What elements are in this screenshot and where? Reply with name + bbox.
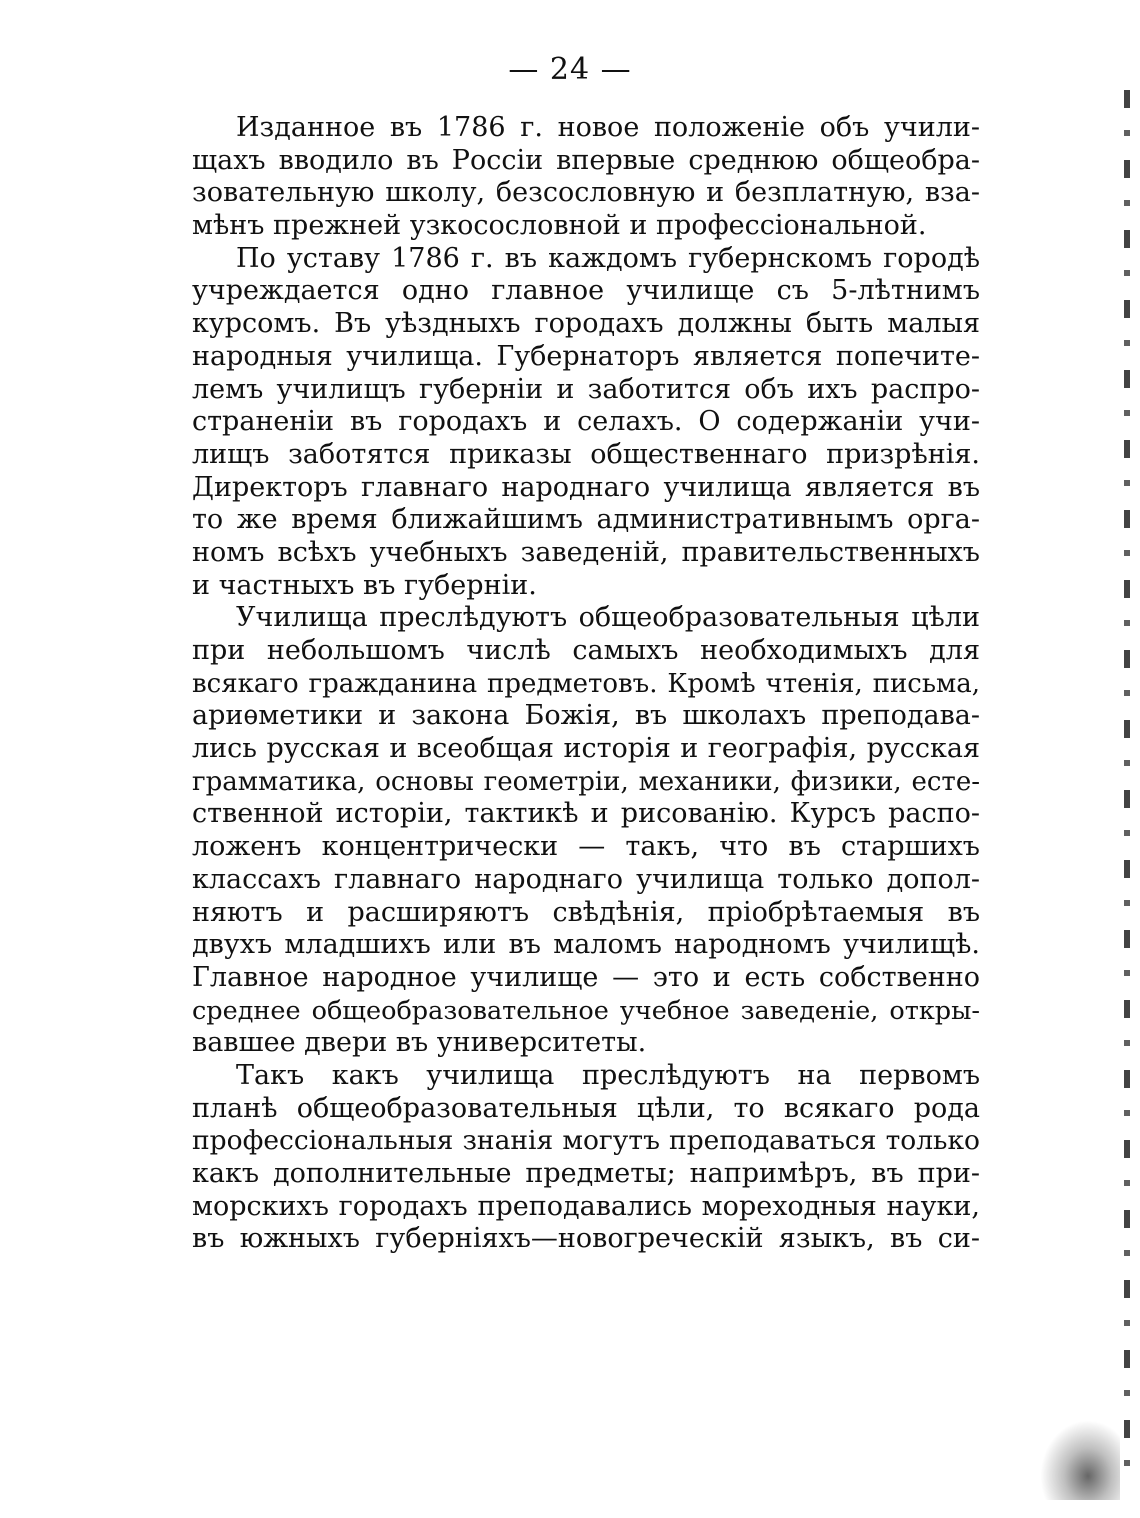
- scan-smudge-artifact: [1040, 1420, 1120, 1500]
- text-line: ственной исторіи, тактикѣ и рисованію. Курсъ распо-: [192, 798, 980, 830]
- text-line: то же время ближайшимъ административнымъ орга-: [192, 504, 980, 536]
- text-line: Такъ какъ училища преслѣдуютъ на первомъ: [236, 1059, 980, 1091]
- text-line: лемъ училищъ губерніи и заботится объ ихъ распро-: [192, 373, 980, 405]
- scan-edge-artifact: [1124, 90, 1130, 1470]
- text-line: зовательную школу, безсословную и безплатную, вза-: [192, 177, 980, 209]
- text-line: народныя училища. Губернаторъ является попечите-: [192, 340, 980, 372]
- text-line: номъ всѣхъ учебныхъ заведеній, правительственныхъ: [192, 536, 980, 568]
- text-line: при небольшомъ числѣ самыхъ необходимыхъ для: [192, 635, 980, 666]
- text-line: вавшее двери въ университеты.: [192, 1027, 647, 1059]
- text-line: Директоръ главнаго народнаго училища является въ: [192, 471, 980, 503]
- paragraph-4: [192, 1060, 980, 1256]
- text-line: По уставу 1786 г. въ каждомъ губернскомъ городѣ: [236, 242, 980, 274]
- text-line: классахъ главнаго народнаго училища только допол-: [192, 863, 980, 895]
- text-line: няютъ и расширяютъ свѣдѣнія, пріобрѣтаемыя въ: [192, 896, 980, 928]
- text-line: двухъ младшихъ или въ маломъ народномъ училищѣ.: [192, 929, 980, 961]
- text-line: лищъ заботятся приказы общественнаго призрѣнія.: [192, 438, 980, 470]
- text-line: мѣнъ прежней узкосословной и профессіональной.: [192, 210, 927, 242]
- text-line: среднее общеобразовательное учебное заведеніе, откры-: [192, 995, 980, 1026]
- text-line: страненіи въ городахъ и селахъ. О содержаніи учи-: [192, 406, 980, 438]
- paragraph-1: [192, 112, 980, 243]
- text-line: планѣ общеобразовательныя цѣли, то всякаго рода: [192, 1092, 980, 1124]
- text-line: какъ дополнительные предметы; напримѣръ, въ при-: [192, 1158, 980, 1189]
- text-line: лись русская и всеобщая исторія и географія, русская: [192, 733, 980, 765]
- paragraph-2: [192, 243, 980, 603]
- text-line: Главное народное училище — это и есть собственно: [192, 961, 980, 993]
- text-line: въ южныхъ губерніяхъ—новогреческій языкъ, въ си-: [192, 1223, 980, 1255]
- text-line: морскихъ городахъ преподавались мореходныя науки,: [192, 1190, 980, 1222]
- text-line: учреждается одно главное училище съ 5-лѣтнимъ: [192, 275, 980, 307]
- text-line: всякаго гражданина предметовъ. Кромѣ чтенія, письма,: [192, 668, 980, 699]
- page-number: — 24 —: [508, 52, 632, 87]
- text-line: ариѳметики и закона Божія, въ школахъ преподава-: [192, 700, 980, 732]
- text-line: ложенъ концентрически — такъ, что въ старшихъ: [192, 831, 980, 863]
- text-line: профессіональныя знанія могутъ преподаваться только: [192, 1125, 980, 1157]
- text-line: Изданное въ 1786 г. новое положеніе объ учили-: [236, 112, 980, 143]
- body-text: [192, 112, 980, 1256]
- paragraph-3: [192, 602, 980, 1060]
- text-line: Училища преслѣдуютъ общеобразовательныя цѣли: [236, 602, 980, 634]
- text-line: щахъ вводило въ Россіи впервые среднюю общеобра-: [192, 144, 980, 176]
- text-line: курсомъ. Въ уѣздныхъ городахъ должны быть малыя: [192, 308, 980, 340]
- text-line: грамматика, основы геометріи, механики, физики, есте-: [192, 766, 980, 797]
- text-line: и частныхъ въ губерніи.: [192, 569, 537, 601]
